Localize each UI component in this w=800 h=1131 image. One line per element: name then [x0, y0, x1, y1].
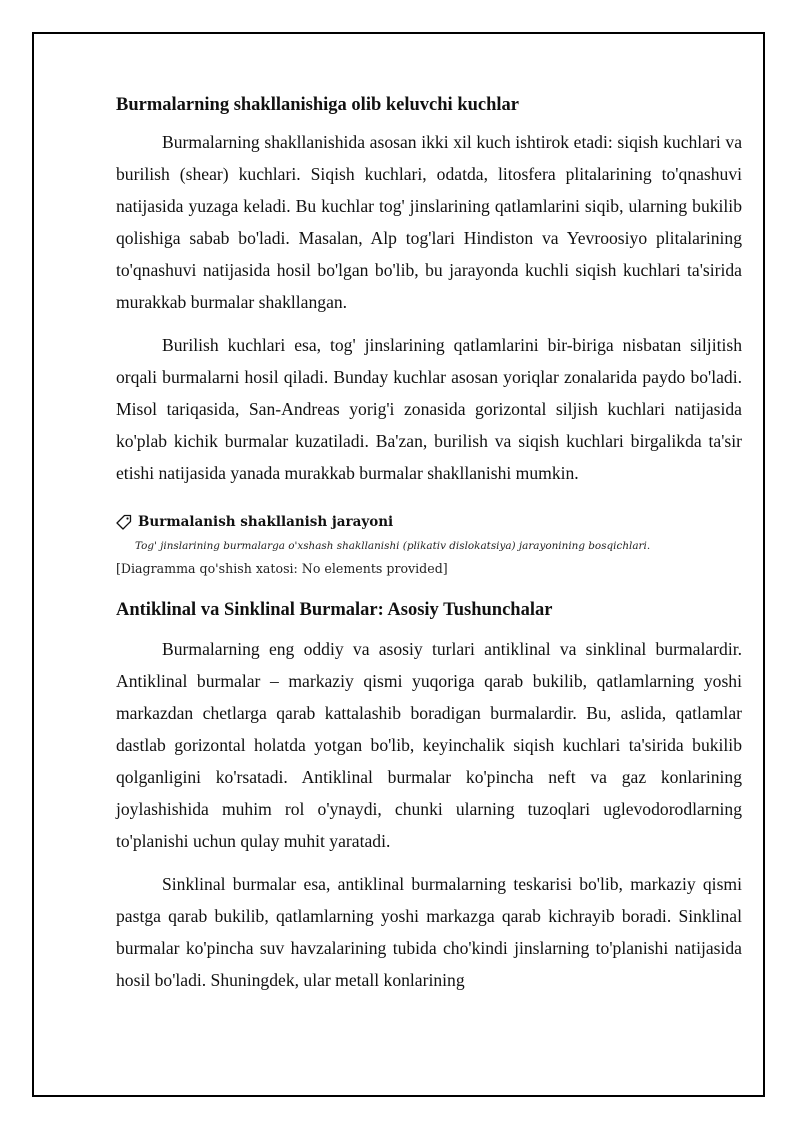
- section-heading-anticline-syncline: Antiklinal va Sinklinal Burmalar: Asosiy Tushunchalar: [116, 600, 553, 620]
- paragraph-shear-forces: Burilish kuchlari esa, tog' jinslarining qatlamlarini bir-biriga nisbatan siljitish orqali burmalarni hosil qiladi. Bunday kuchlar asosan yoriqlar zonalarida paydo bo'ladi. Misol tariqasida, San-Andreas yorig'i zonasida gorizontal siljish kuchlari natijasida ko'plab kichik burmalar kuzatiladi. Ba'zan, burilish va siqish kuchlari birgalikda ta'sir etishi natijasida yanada murakkab burmalar shakllanishi mumkin.: [116, 335, 742, 483]
- diagram-title-text: Burmalanish shakllanish jarayoni: [138, 514, 394, 530]
- paragraph-compression-forces: Burmalarning shakllanishida asosan ikki xil kuch ishtirok etadi: siqish kuchlari va burilish (shear) kuchlari. Siqish kuchlari, odatda, litosfera plitalarining to'qnashuvi natijasida yuzaga keladi. Bu kuchlar tog' jinslarining qatlamlarini siqib, ularning bukilib qolishiga sabab bo'ladi. Masalan, Alp tog'lari Hindiston va Yevroosiyo plitalarining to'qnashuvi natijasida hosil bo'lgan bo'lib, bu jarayonda kuchli siqish kuchlari ta'sirida murakkab burmalar shakllangan.: [116, 132, 742, 312]
- paragraph-syncline: Sinklinal burmalar esa, antiklinal burmalarning teskarisi bo'lib, markaziy qismi pastga qarab bukilib, qatlamlarning yoshi markazga qarab kichrayib boradi. Sinklinal burmalar ko'pincha suv havzalarining tubida cho'kindi jinslarning to'planishi natijasida hosil bo'ladi. Shuningdek, ular metall konlarining: [116, 874, 742, 990]
- document-content: [116, 94, 742, 1007]
- paragraph-anticline: Burmalarning eng oddiy va asosiy turlari antiklinal va sinklinal burmalardir. Antiklinal burmalar – markaziy qismi yuqoriga qarab bukilib, qatlamlarning yoshi markazdan chetlarga qarab kattalashib boradigan burmalardir. Bu, aslida, qatlamlar dastlab gorizontal holatda yotgan bo'lib, keyinchalik siqish kuchlari ta'sirida bukilib qolganligini ko'rsatadi. Antiklinal burmalar ko'pincha neft va gaz konlarining joylashishida muhim rol o'ynaydi, chunki ularning tuzoqlari uglevodorodlarning to'planishi uchun qulay muhit yaratadi.: [116, 639, 742, 851]
- tag-icon: [116, 514, 132, 530]
- diagram-title: [116, 513, 742, 531]
- diagram-error-message: [Diagramma qo'shish xatosi: No elements provided]: [116, 561, 448, 576]
- diagram-caption: Tog' jinslarining burmalarga o'xshash shakllanishi (plikativ dislokatsiya) jarayonining bosqichlari.: [135, 540, 651, 552]
- section-heading-forces: Burmalarning shakllanishiga olib keluvchi kuchlar: [116, 95, 519, 115]
